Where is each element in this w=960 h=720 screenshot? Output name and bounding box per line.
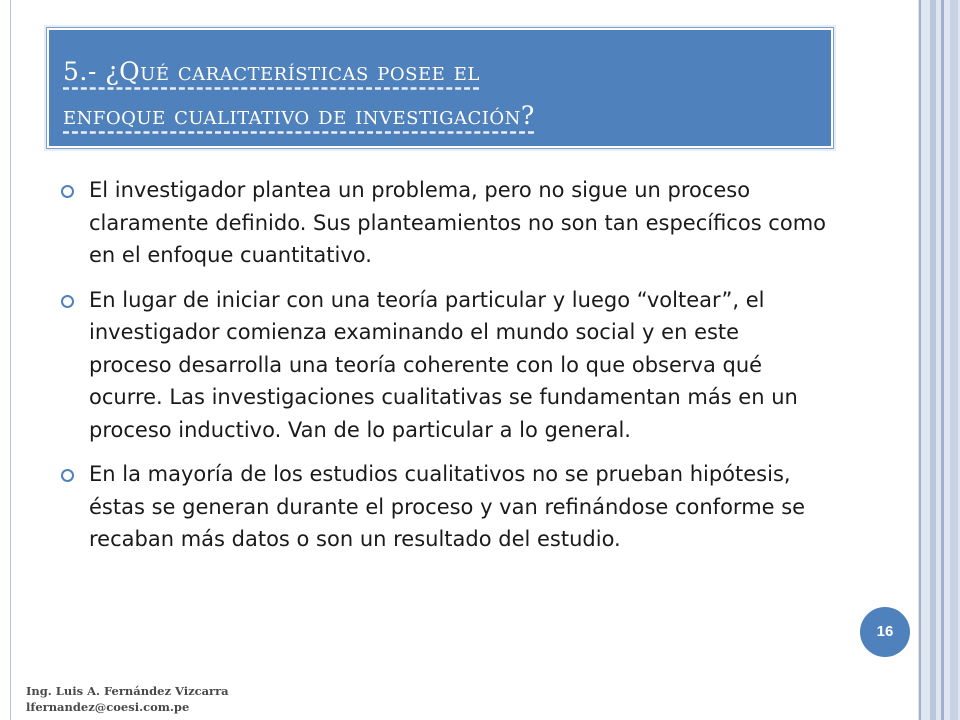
bullet-text: En la mayoría de los estudios cualitativos no se prueban hipótesis, éstas se generan durante el proceso y van refinándose conforme se recaban más datos o son un resultado del estudio. bbox=[89, 462, 806, 551]
right-stripe bbox=[950, 0, 958, 720]
page-number-badge: 16 bbox=[860, 607, 910, 657]
list-item bbox=[58, 284, 828, 447]
left-border-line bbox=[10, 0, 11, 720]
bullet-circle-icon bbox=[61, 185, 74, 198]
bullet-text: En lugar de iniciar con una teoría particular y luego “voltear”, el investigador comienza examinando el mundo social y en este proceso desarrolla una teoría coherente con lo que observa qué ocurre. Las investigaciones cualitativas se fundamentan más en un proceso inductivo. Van de lo particular a lo general. bbox=[89, 287, 798, 442]
bullet-circle-icon bbox=[61, 469, 74, 482]
right-stripe bbox=[941, 0, 944, 720]
right-stripe bbox=[919, 0, 921, 720]
bullet-text: El investigador plantea un problema, pero no sigue un proceso claramente definido. Sus planteamientos no son tan específicos como en el enfoque cuantitativo. bbox=[89, 178, 827, 267]
list-item bbox=[58, 174, 828, 272]
footer bbox=[26, 683, 229, 715]
bullet-list bbox=[58, 174, 828, 568]
slide-title-box bbox=[47, 28, 833, 148]
bullet-circle-icon bbox=[61, 295, 74, 308]
footer-author: Ing. Luis A. Fernández Vizcarra bbox=[26, 684, 229, 698]
list-item bbox=[58, 458, 828, 556]
slide-title: 5.- ¿Qué características posee el enfoque cualitativo de investigación? bbox=[63, 57, 535, 130]
footer-email: lfernandez@coesi.com.pe bbox=[26, 700, 190, 714]
right-stripe bbox=[930, 0, 936, 720]
